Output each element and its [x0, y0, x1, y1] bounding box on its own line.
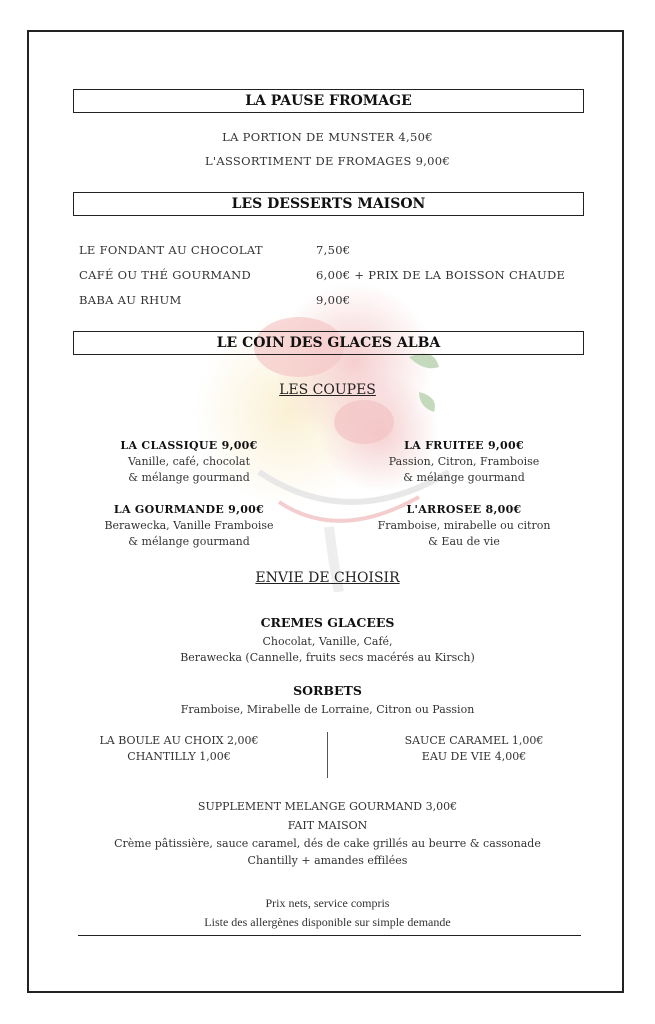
footer-prix-nets: Prix nets, service compris	[265, 896, 390, 910]
sorbets-title: SORBETS	[293, 683, 362, 698]
coupe-arrosee	[354, 502, 574, 550]
supplement-line-1: SUPPLEMENT MELANGE GOURMAND 3,00€	[197, 800, 458, 813]
fromage-line-munster: LA PORTION DE MUNSTER 4,50€	[222, 130, 433, 144]
coupe-desc: Framboise, mirabelle ou citron	[377, 519, 551, 532]
cremes-line-1: Chocolat, Vanille, Café,	[262, 635, 393, 648]
section-header-glaces: LE COIN DES GLACES ALBA	[73, 331, 584, 355]
coupe-desc: Vanille, café, chocolat	[127, 455, 251, 468]
cremes-title: CREMES GLACEES	[260, 615, 395, 630]
choisir-title: ENVIE DE CHOISIR	[255, 570, 400, 586]
extras-caramel: SAUCE CARAMEL 1,00€	[404, 734, 544, 747]
dessert-name-fondant: LE FONDANT AU CHOCOLAT	[79, 243, 263, 257]
coupe-desc: & Eau de vie	[428, 535, 500, 548]
cremes-line-2: Berawecka (Cannelle, fruits secs macérés au Kirsch)	[180, 651, 475, 664]
fromage-line-assortiment: L'ASSORTIMENT DE FROMAGES 9,00€	[204, 154, 451, 168]
extras-divider	[327, 732, 328, 778]
supplement-line-4: Chantilly + amandes effilées	[247, 854, 408, 867]
dessert-name-cafe-gourmand: CAFÉ OU THÉ GOURMAND	[79, 268, 251, 282]
dessert-name-baba: BABA AU RHUM	[79, 293, 182, 307]
coupe-desc: & mélange gourmand	[403, 471, 525, 484]
dessert-price-cafe-gourmand: 6,00€ + PRIX DE LA BOISSON CHAUDE	[316, 268, 566, 282]
coupes-title: LES COUPES	[279, 382, 376, 398]
coupe-desc: & mélange gourmand	[128, 471, 250, 484]
extras-left	[69, 733, 289, 765]
coupe-title: LA GOURMANDE 9,00€	[113, 503, 265, 516]
extras-chantilly: CHANTILLY 1,00€	[127, 750, 231, 763]
supplement-line-3: Crème pâtissière, sauce caramel, dés de cake grillés au beurre & cassonade	[114, 837, 541, 850]
section-header-desserts: LES DESSERTS MAISON	[73, 192, 584, 216]
dessert-price-baba: 9,00€	[316, 293, 351, 307]
coupe-fruitee	[354, 438, 574, 486]
extras-boule: LA BOULE AU CHOIX 2,00€	[99, 734, 259, 747]
extras-eau-de-vie: EAU DE VIE 4,00€	[421, 750, 527, 763]
menu-page	[27, 30, 624, 993]
extras-right	[364, 733, 584, 765]
supplement-line-2: FAIT MAISON	[287, 819, 368, 832]
section-header-fromage: LA PAUSE FROMAGE	[73, 89, 584, 113]
coupe-gourmande	[79, 502, 299, 550]
dessert-price-fondant: 7,50€	[316, 243, 351, 257]
footer-rule	[78, 935, 581, 936]
coupe-desc: Berawecka, Vanille Framboise	[104, 519, 274, 532]
coupe-title: LA FRUITEE 9,00€	[404, 439, 524, 452]
coupe-desc: Passion, Citron, Framboise	[388, 455, 540, 468]
footer-allergenes: Liste des allergènes disponible sur simple demande	[204, 915, 451, 929]
sorbets-line: Framboise, Mirabelle de Lorraine, Citron ou Passion	[180, 703, 475, 716]
coupe-desc: & mélange gourmand	[128, 535, 250, 548]
coupe-title: LA CLASSIQUE 9,00€	[120, 439, 258, 452]
coupe-title: L'ARROSEE 8,00€	[406, 503, 522, 516]
coupe-classique	[79, 438, 299, 486]
